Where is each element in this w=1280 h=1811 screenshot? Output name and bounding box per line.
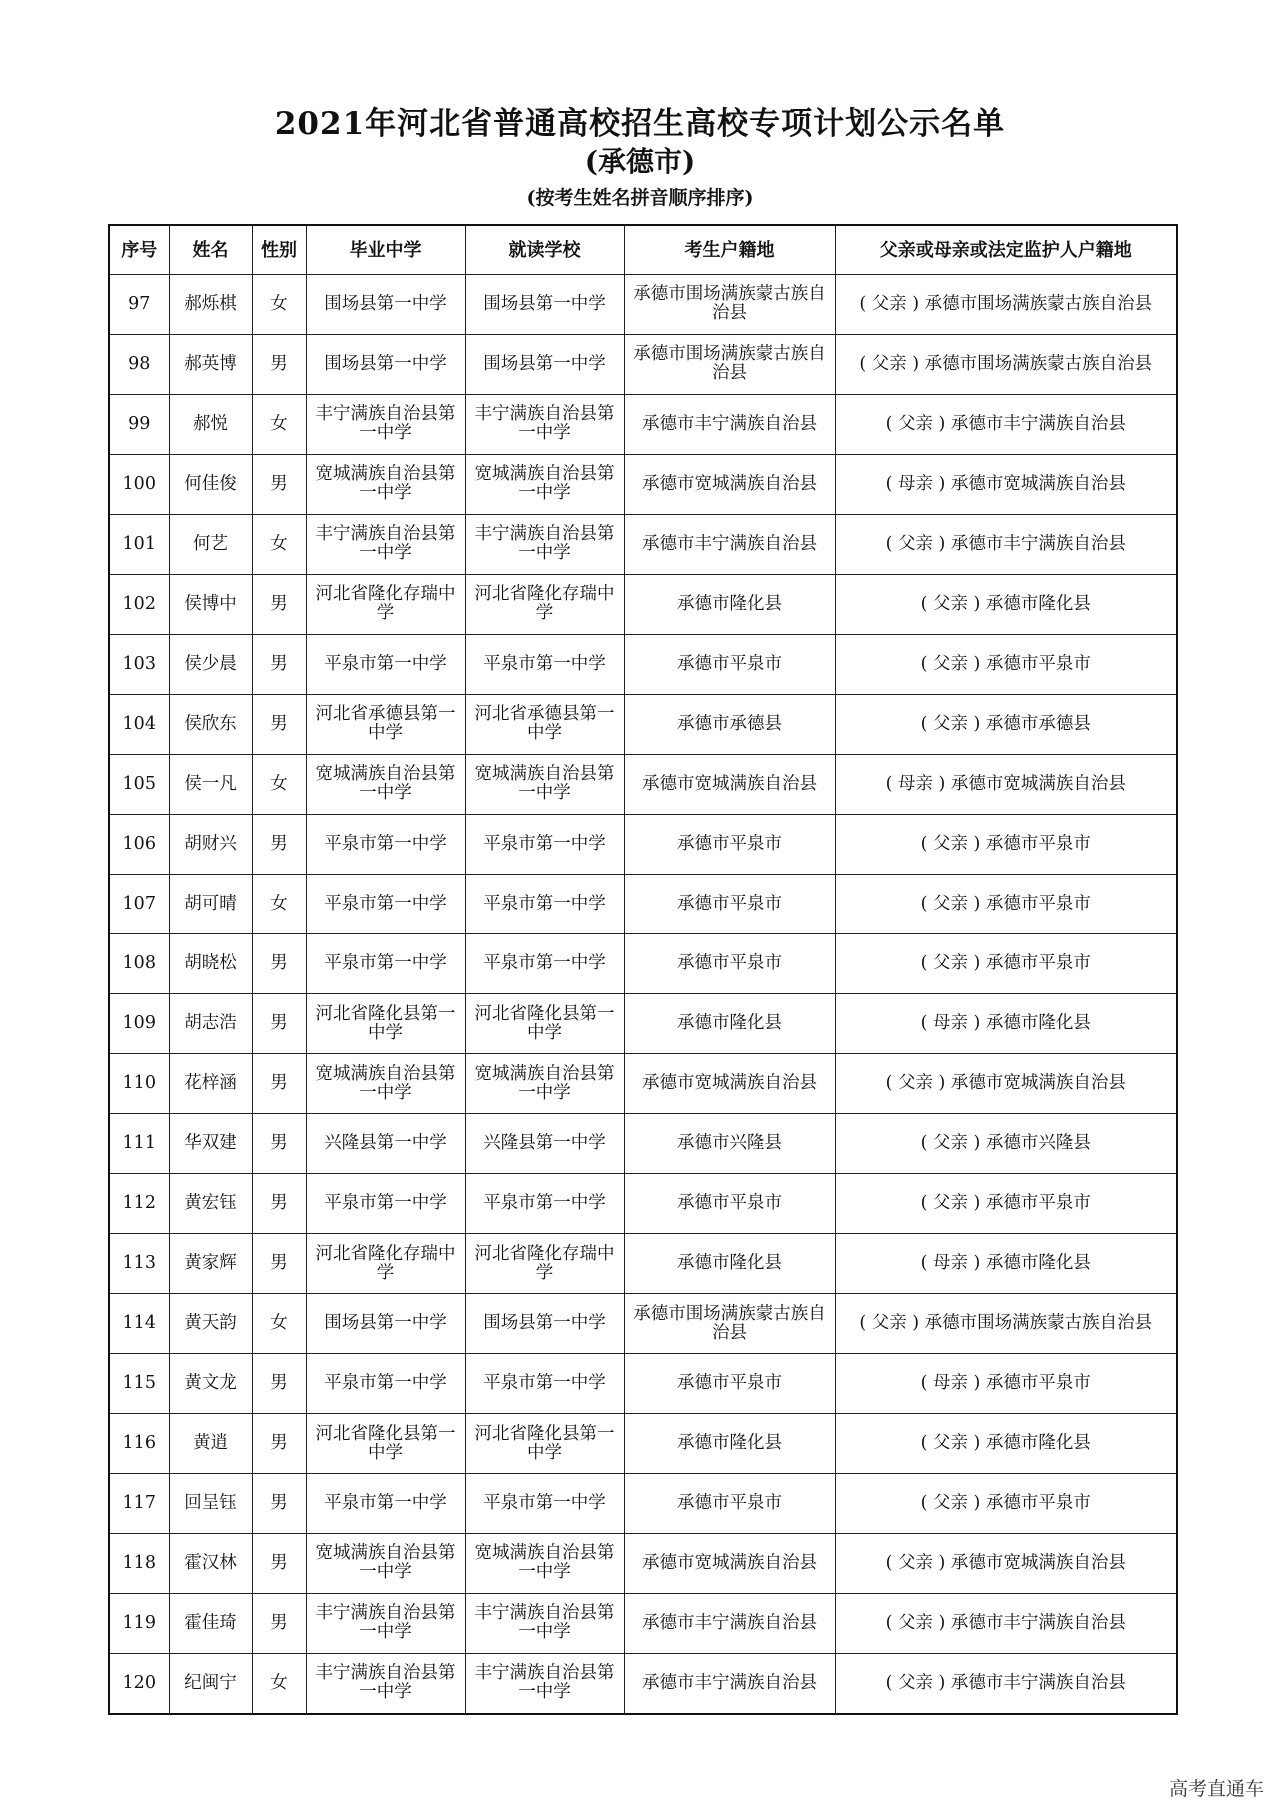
cell-candidate-hukou: 承德市平泉市 xyxy=(624,1354,835,1414)
cell-name: 侯博中 xyxy=(169,574,252,634)
cell-guardian-hukou: ( 父亲 ) 承德市承德县 xyxy=(835,694,1177,754)
cell-gender: 男 xyxy=(252,934,306,994)
watermark: 高考直通车 xyxy=(1168,1778,1264,1800)
cell-name: 黄家辉 xyxy=(169,1234,252,1294)
header-candidate-hukou: 考生户籍地 xyxy=(624,225,835,275)
cell-serial: 108 xyxy=(109,934,169,994)
cell-gender: 男 xyxy=(252,454,306,514)
cell-name: 侯欣东 xyxy=(169,694,252,754)
cell-current-school: 宽城满族自治县第一中学 xyxy=(465,754,624,814)
cell-graduation-school: 平泉市第一中学 xyxy=(306,814,465,874)
cell-candidate-hukou: 承德市平泉市 xyxy=(624,814,835,874)
cell-name: 黄文龙 xyxy=(169,1354,252,1414)
cell-guardian-hukou: ( 父亲 ) 承德市隆化县 xyxy=(835,1414,1177,1474)
cell-current-school: 河北省隆化存瑞中学 xyxy=(465,1234,624,1294)
header-guardian-hukou: 父亲或母亲或法定监护人户籍地 xyxy=(835,225,1177,275)
cell-name: 回呈钰 xyxy=(169,1474,252,1534)
header-current-school: 就读学校 xyxy=(465,225,624,275)
header-gender: 性别 xyxy=(252,225,306,275)
cell-gender: 男 xyxy=(252,1534,306,1594)
cell-gender: 男 xyxy=(252,994,306,1054)
cell-graduation-school: 平泉市第一中学 xyxy=(306,634,465,694)
table-row xyxy=(109,1354,1177,1414)
cell-graduation-school: 平泉市第一中学 xyxy=(306,1174,465,1234)
table-row xyxy=(109,1114,1177,1174)
cell-graduation-school: 围场县第一中学 xyxy=(306,275,465,335)
cell-candidate-hukou: 承德市丰宁满族自治县 xyxy=(624,1653,835,1714)
cell-name: 华双建 xyxy=(169,1114,252,1174)
table-row xyxy=(109,1474,1177,1534)
cell-current-school: 丰宁满族自治县第一中学 xyxy=(465,394,624,454)
table-row xyxy=(109,874,1177,934)
cell-current-school: 河北省隆化存瑞中学 xyxy=(465,574,624,634)
cell-serial: 117 xyxy=(109,1474,169,1534)
cell-name: 黄逍 xyxy=(169,1414,252,1474)
cell-guardian-hukou: ( 父亲 ) 承德市围场满族蒙古族自治县 xyxy=(835,275,1177,335)
cell-guardian-hukou: ( 母亲 ) 承德市平泉市 xyxy=(835,1354,1177,1414)
cell-name: 胡可晴 xyxy=(169,874,252,934)
header-serial: 序号 xyxy=(109,225,169,275)
cell-graduation-school: 平泉市第一中学 xyxy=(306,1474,465,1534)
cell-graduation-school: 丰宁满族自治县第一中学 xyxy=(306,394,465,454)
cell-guardian-hukou: ( 父亲 ) 承德市兴隆县 xyxy=(835,1114,1177,1174)
cell-graduation-school: 宽城满族自治县第一中学 xyxy=(306,454,465,514)
cell-current-school: 河北省承德县第一中学 xyxy=(465,694,624,754)
table-row xyxy=(109,634,1177,694)
cell-guardian-hukou: ( 父亲 ) 承德市宽城满族自治县 xyxy=(835,1534,1177,1594)
table-row xyxy=(109,1593,1177,1653)
cell-candidate-hukou: 承德市围场满族蒙古族自治县 xyxy=(624,275,835,335)
cell-name: 黄天韵 xyxy=(169,1294,252,1354)
table-row xyxy=(109,1534,1177,1594)
cell-graduation-school: 平泉市第一中学 xyxy=(306,934,465,994)
cell-gender: 女 xyxy=(252,275,306,335)
table-row xyxy=(109,934,1177,994)
admission-list-table xyxy=(108,224,1178,1715)
cell-gender: 男 xyxy=(252,1054,306,1114)
cell-gender: 男 xyxy=(252,1234,306,1294)
cell-serial: 120 xyxy=(109,1653,169,1714)
cell-name: 何佳俊 xyxy=(169,454,252,514)
cell-name: 纪闽宁 xyxy=(169,1653,252,1714)
table-row xyxy=(109,275,1177,335)
cell-candidate-hukou: 承德市丰宁满族自治县 xyxy=(624,394,835,454)
cell-serial: 119 xyxy=(109,1593,169,1653)
cell-graduation-school: 宽城满族自治县第一中学 xyxy=(306,754,465,814)
cell-candidate-hukou: 承德市丰宁满族自治县 xyxy=(624,1593,835,1653)
cell-name: 侯少晨 xyxy=(169,634,252,694)
cell-gender: 男 xyxy=(252,1354,306,1414)
table-row xyxy=(109,1234,1177,1294)
cell-graduation-school: 围场县第一中学 xyxy=(306,334,465,394)
table-header-row xyxy=(109,225,1177,275)
table-row xyxy=(109,574,1177,634)
cell-candidate-hukou: 承德市平泉市 xyxy=(624,1174,835,1234)
cell-graduation-school: 丰宁满族自治县第一中学 xyxy=(306,1653,465,1714)
cell-candidate-hukou: 承德市隆化县 xyxy=(624,574,835,634)
cell-gender: 男 xyxy=(252,814,306,874)
cell-current-school: 平泉市第一中学 xyxy=(465,1354,624,1414)
cell-serial: 114 xyxy=(109,1294,169,1354)
cell-candidate-hukou: 承德市平泉市 xyxy=(624,634,835,694)
cell-name: 郝英博 xyxy=(169,334,252,394)
cell-graduation-school: 丰宁满族自治县第一中学 xyxy=(306,514,465,574)
cell-serial: 102 xyxy=(109,574,169,634)
cell-guardian-hukou: ( 父亲 ) 承德市平泉市 xyxy=(835,1174,1177,1234)
cell-guardian-hukou: ( 父亲 ) 承德市平泉市 xyxy=(835,874,1177,934)
cell-guardian-hukou: ( 父亲 ) 承德市宽城满族自治县 xyxy=(835,1054,1177,1114)
table-row xyxy=(109,1294,1177,1354)
cell-graduation-school: 河北省承德县第一中学 xyxy=(306,694,465,754)
cell-candidate-hukou: 承德市平泉市 xyxy=(624,874,835,934)
cell-current-school: 宽城满族自治县第一中学 xyxy=(465,454,624,514)
cell-serial: 118 xyxy=(109,1534,169,1594)
table-row xyxy=(109,1414,1177,1474)
cell-graduation-school: 平泉市第一中学 xyxy=(306,1354,465,1414)
cell-graduation-school: 围场县第一中学 xyxy=(306,1294,465,1354)
cell-gender: 女 xyxy=(252,874,306,934)
cell-current-school: 丰宁满族自治县第一中学 xyxy=(465,1653,624,1714)
cell-graduation-school: 河北省隆化存瑞中学 xyxy=(306,1234,465,1294)
cell-graduation-school: 河北省隆化县第一中学 xyxy=(306,1414,465,1474)
cell-serial: 97 xyxy=(109,275,169,335)
cell-guardian-hukou: ( 父亲 ) 承德市平泉市 xyxy=(835,1474,1177,1534)
cell-guardian-hukou: ( 父亲 ) 承德市隆化县 xyxy=(835,574,1177,634)
cell-serial: 116 xyxy=(109,1414,169,1474)
cell-current-school: 平泉市第一中学 xyxy=(465,814,624,874)
cell-guardian-hukou: ( 父亲 ) 承德市平泉市 xyxy=(835,934,1177,994)
cell-gender: 男 xyxy=(252,574,306,634)
cell-candidate-hukou: 承德市平泉市 xyxy=(624,934,835,994)
cell-graduation-school: 兴隆县第一中学 xyxy=(306,1114,465,1174)
header-name: 姓名 xyxy=(169,225,252,275)
cell-gender: 男 xyxy=(252,1414,306,1474)
cell-graduation-school: 丰宁满族自治县第一中学 xyxy=(306,1593,465,1653)
cell-candidate-hukou: 承德市宽城满族自治县 xyxy=(624,1054,835,1114)
cell-guardian-hukou: ( 父亲 ) 承德市围场满族蒙古族自治县 xyxy=(835,1294,1177,1354)
cell-name: 郝悦 xyxy=(169,394,252,454)
cell-current-school: 丰宁满族自治县第一中学 xyxy=(465,514,624,574)
cell-gender: 男 xyxy=(252,1593,306,1653)
cell-current-school: 河北省隆化县第一中学 xyxy=(465,994,624,1054)
cell-name: 胡财兴 xyxy=(169,814,252,874)
cell-serial: 112 xyxy=(109,1174,169,1234)
cell-candidate-hukou: 承德市丰宁满族自治县 xyxy=(624,514,835,574)
cell-candidate-hukou: 承德市兴隆县 xyxy=(624,1114,835,1174)
cell-current-school: 兴隆县第一中学 xyxy=(465,1114,624,1174)
header-graduation-school: 毕业中学 xyxy=(306,225,465,275)
cell-name: 侯一凡 xyxy=(169,754,252,814)
table-row xyxy=(109,514,1177,574)
cell-serial: 99 xyxy=(109,394,169,454)
cell-serial: 106 xyxy=(109,814,169,874)
cell-current-school: 围场县第一中学 xyxy=(465,334,624,394)
cell-guardian-hukou: ( 父亲 ) 承德市丰宁满族自治县 xyxy=(835,1593,1177,1653)
cell-graduation-school: 平泉市第一中学 xyxy=(306,874,465,934)
cell-name: 霍汉林 xyxy=(169,1534,252,1594)
cell-current-school: 平泉市第一中学 xyxy=(465,934,624,994)
cell-gender: 男 xyxy=(252,634,306,694)
table-row xyxy=(109,814,1177,874)
cell-gender: 女 xyxy=(252,1653,306,1714)
cell-guardian-hukou: ( 父亲 ) 承德市丰宁满族自治县 xyxy=(835,1653,1177,1714)
cell-guardian-hukou: ( 父亲 ) 承德市丰宁满族自治县 xyxy=(835,394,1177,454)
cell-guardian-hukou: ( 母亲 ) 承德市宽城满族自治县 xyxy=(835,454,1177,514)
cell-current-school: 宽城满族自治县第一中学 xyxy=(465,1054,624,1114)
cell-guardian-hukou: ( 母亲 ) 承德市宽城满族自治县 xyxy=(835,754,1177,814)
cell-guardian-hukou: ( 父亲 ) 承德市丰宁满族自治县 xyxy=(835,514,1177,574)
sort-note: (按考生姓名拼音顺序排序) xyxy=(526,187,754,209)
table-row xyxy=(109,1174,1177,1234)
cell-graduation-school: 河北省隆化存瑞中学 xyxy=(306,574,465,634)
cell-current-school: 平泉市第一中学 xyxy=(465,1474,624,1534)
cell-serial: 103 xyxy=(109,634,169,694)
cell-candidate-hukou: 承德市围场满族蒙古族自治县 xyxy=(624,334,835,394)
cell-candidate-hukou: 承德市宽城满族自治县 xyxy=(624,454,835,514)
cell-candidate-hukou: 承德市宽城满族自治县 xyxy=(624,754,835,814)
cell-current-school: 河北省隆化县第一中学 xyxy=(465,1414,624,1474)
cell-candidate-hukou: 承德市隆化县 xyxy=(624,1414,835,1474)
page-subtitle: (承德市) xyxy=(584,145,696,178)
cell-graduation-school: 宽城满族自治县第一中学 xyxy=(306,1054,465,1114)
cell-candidate-hukou: 承德市平泉市 xyxy=(624,1474,835,1534)
cell-candidate-hukou: 承德市隆化县 xyxy=(624,1234,835,1294)
cell-serial: 111 xyxy=(109,1114,169,1174)
cell-serial: 110 xyxy=(109,1054,169,1114)
page-title: 2021年河北省普通高校招生高校专项计划公示名单 xyxy=(274,106,1006,142)
table-row xyxy=(109,694,1177,754)
table-row xyxy=(109,754,1177,814)
cell-serial: 104 xyxy=(109,694,169,754)
cell-name: 胡志浩 xyxy=(169,994,252,1054)
table-row xyxy=(109,1653,1177,1714)
cell-name: 胡晓松 xyxy=(169,934,252,994)
cell-current-school: 围场县第一中学 xyxy=(465,1294,624,1354)
table-row xyxy=(109,454,1177,514)
cell-guardian-hukou: ( 父亲 ) 承德市围场满族蒙古族自治县 xyxy=(835,334,1177,394)
cell-current-school: 平泉市第一中学 xyxy=(465,874,624,934)
cell-gender: 男 xyxy=(252,334,306,394)
cell-current-school: 平泉市第一中学 xyxy=(465,634,624,694)
cell-serial: 101 xyxy=(109,514,169,574)
table-row xyxy=(109,334,1177,394)
table-body xyxy=(109,275,1177,1715)
cell-gender: 男 xyxy=(252,694,306,754)
cell-name: 黄宏钰 xyxy=(169,1174,252,1234)
cell-serial: 113 xyxy=(109,1234,169,1294)
cell-candidate-hukou: 承德市承德县 xyxy=(624,694,835,754)
cell-gender: 女 xyxy=(252,754,306,814)
cell-graduation-school: 河北省隆化县第一中学 xyxy=(306,994,465,1054)
table-row xyxy=(109,1054,1177,1114)
cell-serial: 115 xyxy=(109,1354,169,1414)
table-row xyxy=(109,994,1177,1054)
table-row xyxy=(109,394,1177,454)
cell-serial: 107 xyxy=(109,874,169,934)
cell-guardian-hukou: ( 父亲 ) 承德市平泉市 xyxy=(835,814,1177,874)
cell-serial: 105 xyxy=(109,754,169,814)
cell-current-school: 丰宁满族自治县第一中学 xyxy=(465,1593,624,1653)
cell-current-school: 宽城满族自治县第一中学 xyxy=(465,1534,624,1594)
cell-serial: 109 xyxy=(109,994,169,1054)
cell-gender: 男 xyxy=(252,1474,306,1534)
cell-candidate-hukou: 承德市宽城满族自治县 xyxy=(624,1534,835,1594)
cell-serial: 100 xyxy=(109,454,169,514)
cell-current-school: 平泉市第一中学 xyxy=(465,1174,624,1234)
cell-name: 郝烁棋 xyxy=(169,275,252,335)
cell-name: 花梓涵 xyxy=(169,1054,252,1114)
cell-candidate-hukou: 承德市围场满族蒙古族自治县 xyxy=(624,1294,835,1354)
cell-graduation-school: 宽城满族自治县第一中学 xyxy=(306,1534,465,1594)
cell-name: 何艺 xyxy=(169,514,252,574)
cell-guardian-hukou: ( 母亲 ) 承德市隆化县 xyxy=(835,994,1177,1054)
cell-gender: 女 xyxy=(252,514,306,574)
cell-gender: 男 xyxy=(252,1174,306,1234)
cell-gender: 男 xyxy=(252,1114,306,1174)
cell-guardian-hukou: ( 父亲 ) 承德市平泉市 xyxy=(835,634,1177,694)
cell-current-school: 围场县第一中学 xyxy=(465,275,624,335)
cell-name: 霍佳琦 xyxy=(169,1593,252,1653)
cell-guardian-hukou: ( 母亲 ) 承德市隆化县 xyxy=(835,1234,1177,1294)
cell-gender: 女 xyxy=(252,394,306,454)
cell-serial: 98 xyxy=(109,334,169,394)
cell-gender: 女 xyxy=(252,1294,306,1354)
cell-candidate-hukou: 承德市隆化县 xyxy=(624,994,835,1054)
